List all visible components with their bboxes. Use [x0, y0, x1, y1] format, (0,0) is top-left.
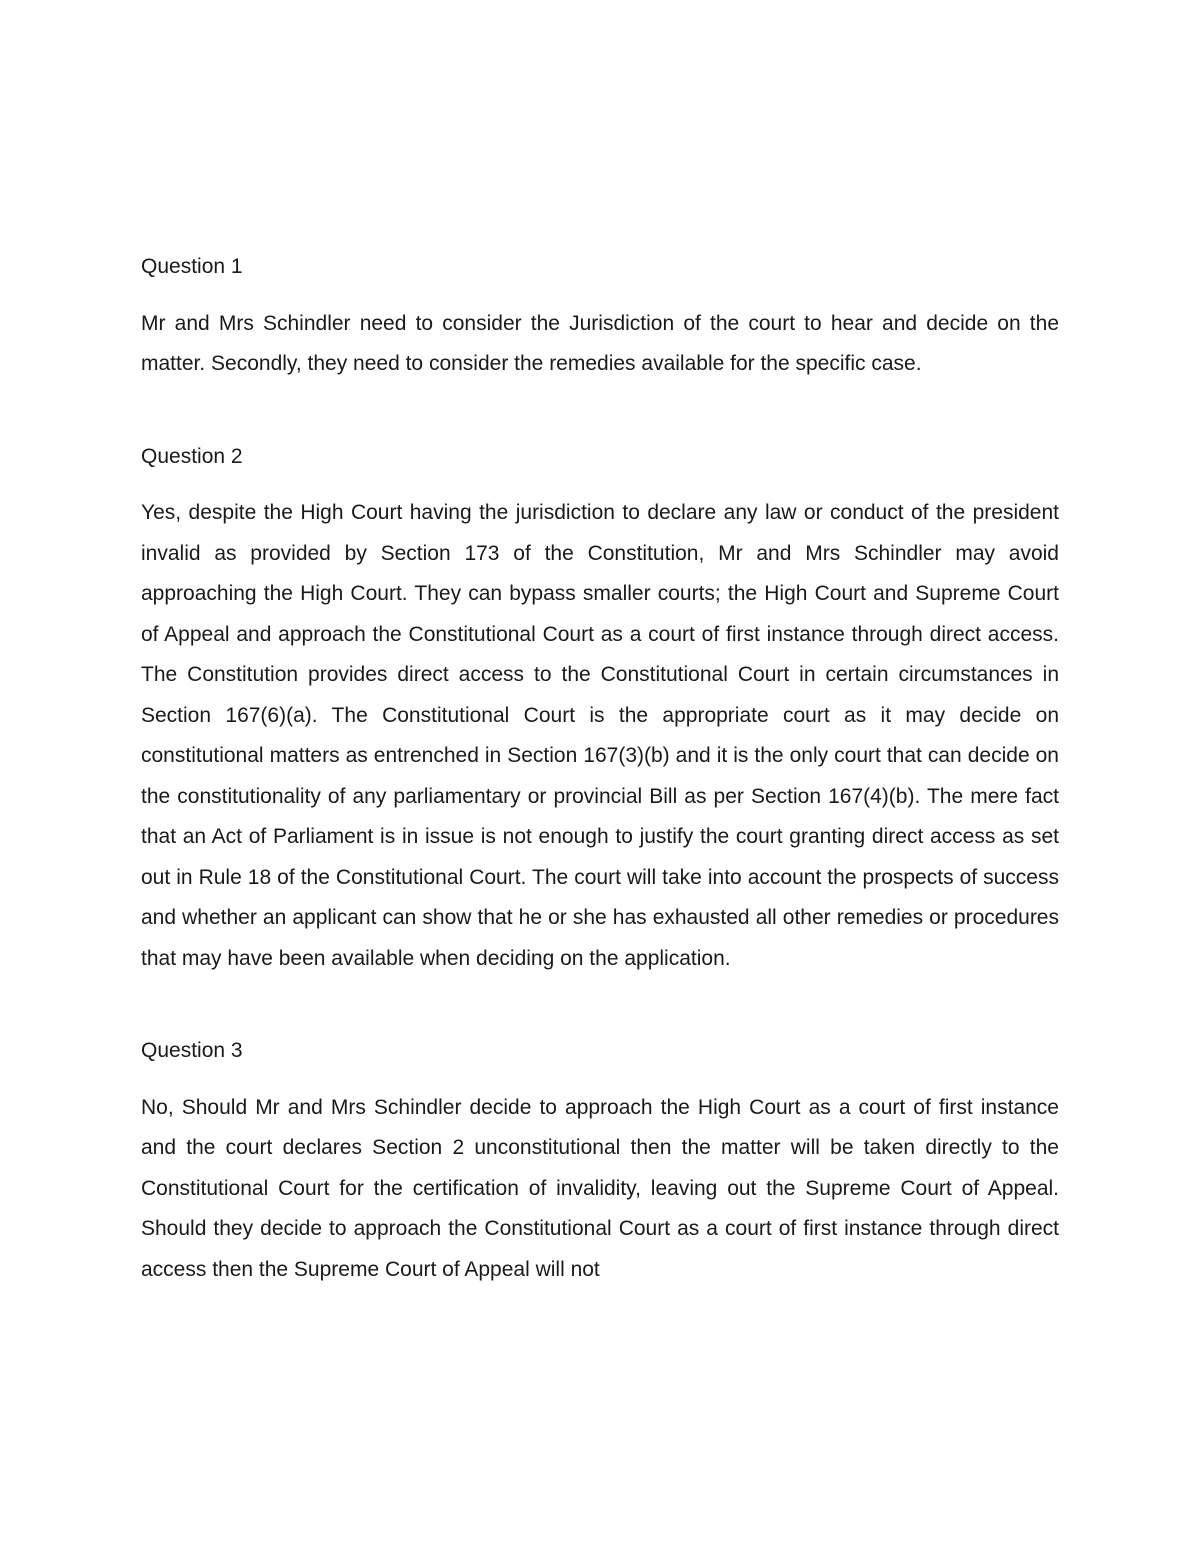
question-3-heading: Question 3	[141, 1039, 243, 1062]
question-3-answer: No, Should Mr and Mrs Schindler decide to approach the High Court as a court of first instance and the court declares Section 2 unconstitutional then the matter will be taken directly to the Constitutional Court for the certification of invalidity, leaving out the Supreme Court of Appeal. Should they decide to approach the Constitutional Court as a court of first instance through direct access then the Supreme Court of Appeal will not	[141, 1095, 1059, 1281]
question-1-answer: Mr and Mrs Schindler need to consider the Jurisdiction of the court to hear and decide on the matter. Secondly, they need to consider the remedies available for the specific case.	[141, 311, 1059, 375]
question-1-heading: Question 1	[141, 255, 243, 278]
document-content	[141, 247, 1059, 1290]
question-2-heading: Question 2	[141, 444, 243, 468]
question-1-section	[141, 247, 1059, 385]
question-3-section	[141, 1031, 1059, 1290]
question-2-section	[141, 437, 1059, 980]
question-2-answer: Yes, despite the High Court having the jurisdiction to declare any law or conduct of the president invalid as provided by Section 173 of the Constitution, Mr and Mrs Schindler may avoid approaching the High Court. They can bypass smaller courts; the High Court and Supreme Court of Appeal and approach the Constitutional Court as a court of first instance through direct access. The Constitution provides direct access to the Constitutional Court in certain circumstances in Section 167(6)(a). The Constitutional Court is the appropriate court as it may decide on constitutional matters as entrenched in Section 167(3)(b) and it is the only court that can decide on the constitutionality of any parliamentary or provincial Bill as per Section 167(4)(b). The mere fact that an Act of Parliament is in issue is not enough to justify the court granting direct access as set out in Rule 18 of the Constitutional Court. The court will take into account the prospects of success and whether an applicant can show that he or she has exhausted all other remedies or procedures that may have been available when deciding on the application.	[141, 501, 1059, 970]
